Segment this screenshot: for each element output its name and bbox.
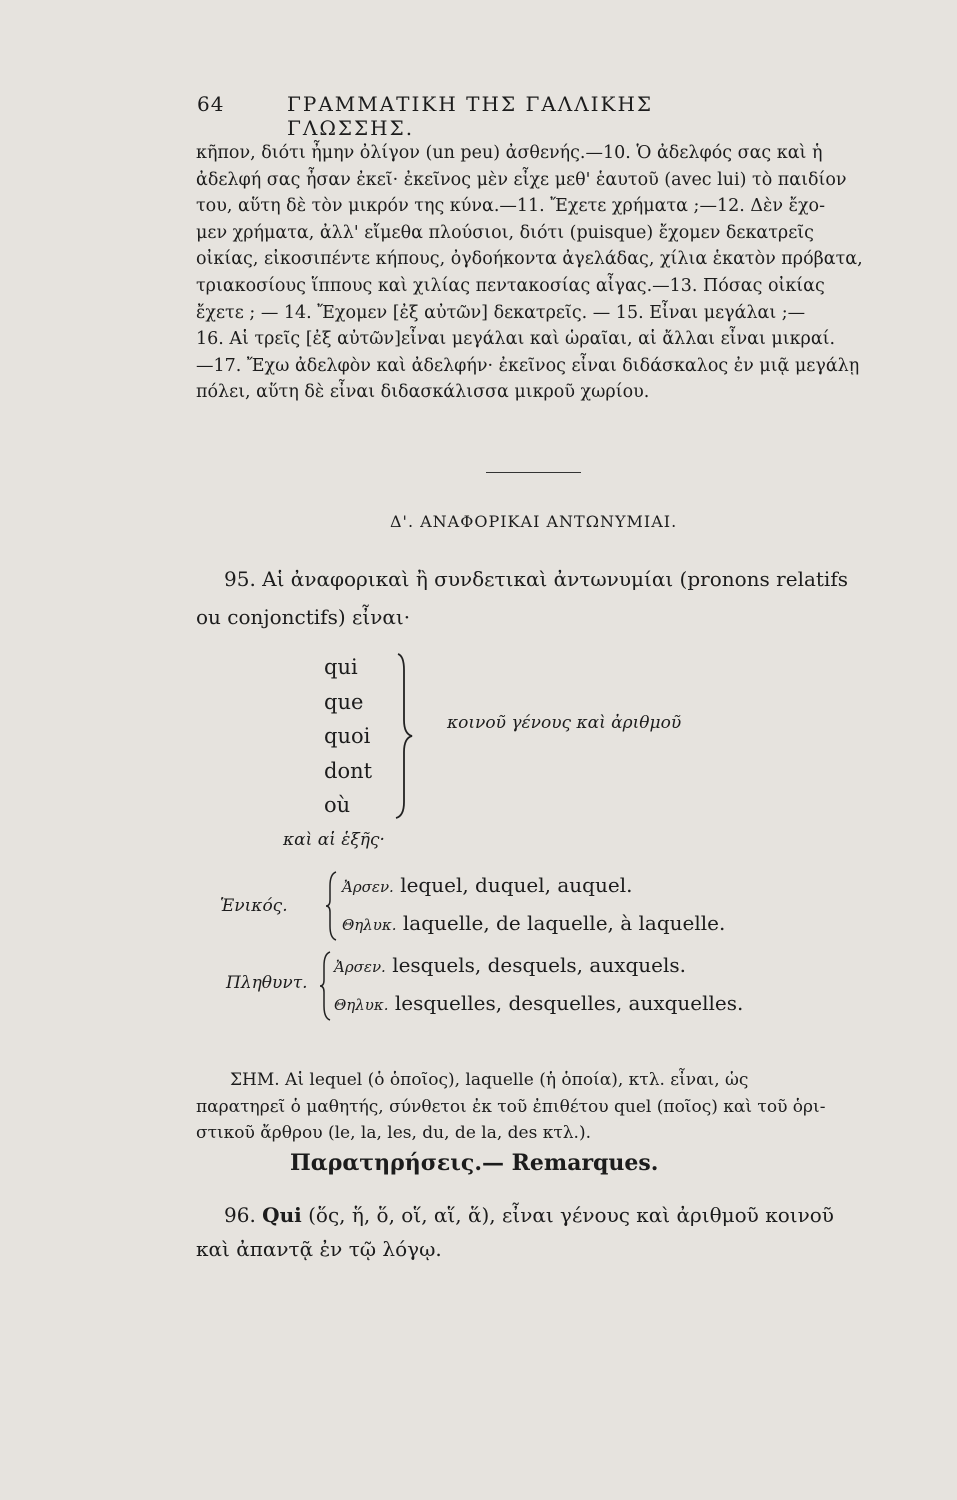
section-divider bbox=[486, 472, 581, 473]
fem-abbr: Θηλυκ. bbox=[334, 996, 389, 1014]
paragraph-number: 96. bbox=[224, 1203, 256, 1227]
masc-forms: lesquels, desquels, auxquels. bbox=[392, 953, 686, 977]
text-line: 95. Αἱ ἀναφορικαὶ ἢ συνδετικαὶ ἀντωνυμίαι (pronons relatifs bbox=[224, 567, 848, 591]
pronoun-note: κοινοῦ γένους καὶ ἀριθμοῦ bbox=[447, 713, 682, 733]
text-line: παρατηρεῖ ὁ μαθητής, σύνθετοι ἐκ τοῦ ἐπιθέτου quel (ποῖος) καὶ τοῦ ὁρι- bbox=[196, 1096, 826, 1117]
text-line: μεν χρήματα, ἀλλ' εἴμεθα πλούσιοι, διότι (puisque) ἔχομεν δεκατρεῖς bbox=[196, 222, 814, 243]
exercise-paragraph bbox=[196, 140, 886, 406]
keyword: Qui bbox=[262, 1203, 302, 1227]
pronoun-item: dont bbox=[324, 758, 373, 783]
singular-masc-row bbox=[342, 866, 632, 906]
remarks-heading: Παρατηρήσεις.— Remarques. bbox=[290, 1150, 659, 1176]
text-line: 16. Αἱ τρεῖς [ἐξ αὐτῶν]εἶναι μεγάλαι καὶ ὡραῖαι, αἱ ἄλλαι εἶναι μικραί. bbox=[196, 329, 836, 350]
running-title: ΓΡΑΜΜΑΤΙΚΗ ΤΗΣ ΓΑΛΛΙΚΗΣ ΓΛΩΣΣΗΣ. bbox=[287, 92, 654, 140]
text-line: ou conjonctifs) εἶναι· bbox=[196, 605, 411, 629]
text-line: του, αὕτη δὲ τὸν μικρόν της κύνα.—11. Ἔχετε χρήματα ;—12. Δὲν ἔχο- bbox=[196, 196, 826, 217]
paragraph-95 bbox=[196, 560, 886, 636]
singular-label: Ἑνικός. bbox=[220, 896, 288, 916]
paragraph-96 bbox=[196, 1198, 896, 1266]
curly-brace-icon bbox=[380, 650, 420, 822]
pronoun-item: quoi bbox=[324, 724, 371, 748]
fem-forms: lesquelles, desquelles, auxquelles. bbox=[394, 991, 744, 1015]
masc-abbr: Ἀρσεν. bbox=[334, 958, 386, 976]
text-line: καὶ ἀπαντᾷ ἐν τῷ λόγῳ. bbox=[196, 1237, 442, 1261]
text-line: —17. Ἔχω ἀδελφὸν καὶ ἀδελφήν· ἐκεῖνος εἶναι διδάσκαλος ἐν μιᾷ μεγάλῃ bbox=[196, 355, 860, 376]
text-line: τριακοσίους ἵππους καὶ χιλίας πεντακοσίας αἶγας.—13. Πόσας οἰκίας bbox=[196, 275, 825, 296]
note-paragraph bbox=[196, 1067, 890, 1147]
fem-forms: laquelle, de laquelle, à laquelle. bbox=[402, 911, 726, 935]
line-rest: (ὅς, ἥ, ὅ, οἵ, αἵ, ἅ), εἶναι γένους καὶ ἀριθμοῦ κοινοῦ bbox=[308, 1203, 834, 1227]
singular-fem-row bbox=[342, 904, 725, 944]
left-brace-icon bbox=[324, 870, 338, 942]
plural-fem-row bbox=[334, 984, 743, 1024]
masc-abbr: Ἀρσεν. bbox=[342, 878, 394, 896]
text-line: ἀδελφή σας ἦσαν ἐκεῖ· ἐκεῖνος μὲν εἶχε μεθ' ἑαυτοῦ (avec lui) τὸ παιδίον bbox=[196, 169, 847, 190]
text-line: οἰκίας, εἰκοσιπέντε κήπους, ὀγδοήκοντα ἀγελάδας, χίλια ἑκατὸν πρόβατα, bbox=[196, 249, 863, 270]
plural-masc-row bbox=[334, 946, 686, 986]
text-line: πόλει, αὕτη δὲ εἶναι διδασκάλισσα μικροῦ χωρίου. bbox=[196, 382, 650, 403]
fem-abbr: Θηλυκ. bbox=[342, 916, 397, 934]
pronoun-list bbox=[324, 650, 372, 823]
text-line: ΣΗΜ. Αἱ lequel (ὁ ὁποῖος), laquelle (ἡ ὁποία), κτλ. εἶναι, ὡς bbox=[230, 1070, 749, 1090]
intro-text: καὶ αἱ ἑξῆς· bbox=[283, 830, 385, 850]
left-brace-icon bbox=[318, 950, 332, 1022]
text-line: κῆπον, διότι ἦμην ὀλίγον (un peu) ἀσθενής.—10. Ὁ ἀδελφός σας καὶ ἡ bbox=[196, 143, 823, 163]
text-line: στικοῦ ἄρθρου (le, la, les, du, de la, des κτλ.). bbox=[196, 1123, 591, 1143]
text-line bbox=[196, 1198, 896, 1232]
pronoun-item: que bbox=[324, 689, 364, 714]
pronoun-item: qui bbox=[324, 655, 358, 679]
section-title: Δ'. ΑΝΑΦΟΡΙΚΑΙ ΑΝΤΩΝΥΜΙΑΙ. bbox=[390, 512, 678, 531]
page-number: 64 bbox=[197, 92, 225, 116]
masc-forms: lequel, duquel, auquel. bbox=[400, 873, 633, 897]
plural-label: Πληθυντ. bbox=[226, 973, 308, 993]
page-header bbox=[197, 92, 787, 140]
pronoun-item: où bbox=[324, 793, 351, 817]
text-line: ἔχετε ; — 14. Ἔχομεν [ἐξ αὐτῶν] δεκατρεῖς. — 15. Εἶναι μεγάλαι ;— bbox=[196, 302, 806, 323]
